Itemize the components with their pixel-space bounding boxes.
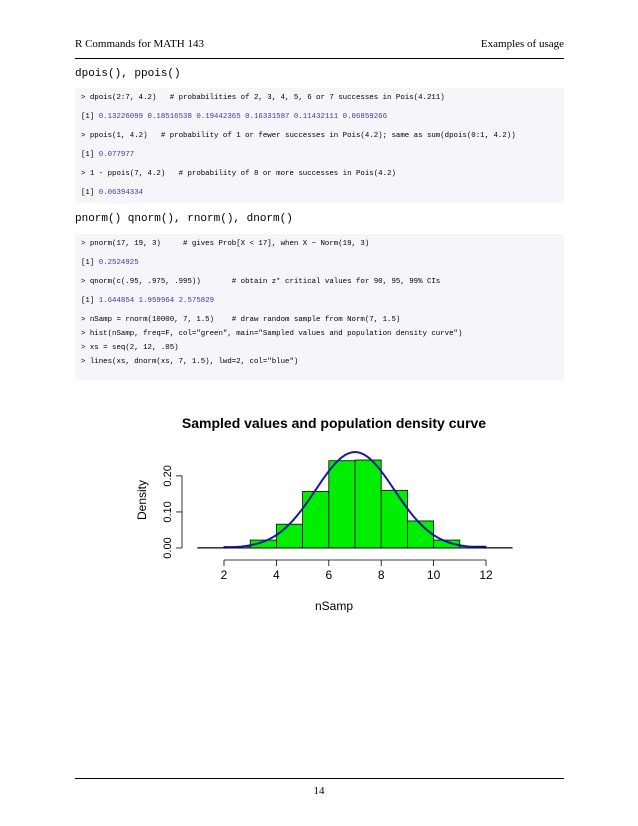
chart-xlabel: nSamp <box>314 599 354 613</box>
output-values: 1.644854 1.959964 2.575829 <box>94 297 215 305</box>
section-title-normal: pnorm() qnorm(), rnorm(), dnorm() <box>75 213 293 225</box>
footer-rule <box>75 778 564 779</box>
header-right: Examples of usage <box>480 38 564 50</box>
output-values: 0.13226099 0.18516538 0.19442365 0.16331587 0.11432111 0.06859266 <box>94 113 388 121</box>
output-values: 0.06394334 <box>94 189 144 197</box>
y-tick-label: 0.20 <box>162 465 174 487</box>
code-input-line: > xs = seq(2, 12, .05) <box>81 344 179 352</box>
histogram-bar <box>303 491 329 548</box>
chart-ylabel: Density <box>135 479 149 521</box>
code-input-line: > nSamp = rnorm(10000, 7, 1.5) # draw random sample from Norm(7, 1.5) <box>81 316 401 324</box>
code-output-line <box>81 259 139 267</box>
page-number: 14 <box>313 785 325 797</box>
code-input-line: > dpois(2:7, 4.2) # probabilities of 2, 3, 4, 5, 6 or 7 successes in Pois(4.211) <box>81 94 445 102</box>
output-values: 0.2524925 <box>94 259 139 267</box>
code-input-line: > qnorm(c(.95, .975, .995)) # obtain z* critical values for 90, 95, 99% CIs <box>81 278 441 286</box>
output-index: [1] <box>81 297 95 305</box>
histogram-bar <box>355 460 381 548</box>
x-tick-label: 12 <box>479 568 493 582</box>
code-output-line <box>81 113 387 121</box>
section-title-poisson: dpois(), ppois() <box>75 68 181 80</box>
code-input-line: > pnorm(17, 19, 3) # gives Prob[X < 17], when X ~ Norm(19, 3) <box>81 240 370 248</box>
code-block-normal <box>75 234 564 380</box>
header-left: R Commands for MATH 143 <box>75 38 204 50</box>
histogram-bar <box>329 461 355 548</box>
code-output-line <box>81 151 134 159</box>
x-tick-label: 4 <box>273 568 280 582</box>
output-index: [1] <box>81 113 95 121</box>
code-input-line: > 1 - ppois(7, 4.2) # probability of 8 or more successes in Pois(4.2) <box>81 170 396 178</box>
code-input-line: > ppois(1, 4.2) # probability of 1 or fewer successes in Pois(4.2); same as sum(dpois(0:1, 4.2)) <box>81 132 516 140</box>
chart-title: Sampled values and population density curve <box>181 415 487 431</box>
code-block-poisson <box>75 88 564 203</box>
code-input-line: > hist(nSamp, freq=F, col="green", main="Sampled values and population density curve") <box>81 330 463 338</box>
histogram-bar <box>276 524 302 548</box>
histogram-chart <box>110 400 530 625</box>
page-header <box>75 38 564 59</box>
y-tick-label: 0.00 <box>162 537 174 559</box>
code-output-line <box>81 297 214 305</box>
x-tick-label: 10 <box>426 568 441 582</box>
output-values: 0.077977 <box>94 151 135 159</box>
code-output-line <box>81 189 143 197</box>
histogram-bar <box>381 490 407 548</box>
output-index: [1] <box>81 259 95 267</box>
output-index: [1] <box>81 151 95 159</box>
x-tick-label: 6 <box>325 568 333 582</box>
code-input-line: > lines(xs, dnorm(xs, 7, 1.5), lwd=2, col="blue") <box>81 358 299 366</box>
x-tick-label: 2 <box>220 568 228 582</box>
output-index: [1] <box>81 189 95 197</box>
y-tick-label: 0.10 <box>162 501 174 523</box>
x-tick-label: 8 <box>377 568 385 582</box>
